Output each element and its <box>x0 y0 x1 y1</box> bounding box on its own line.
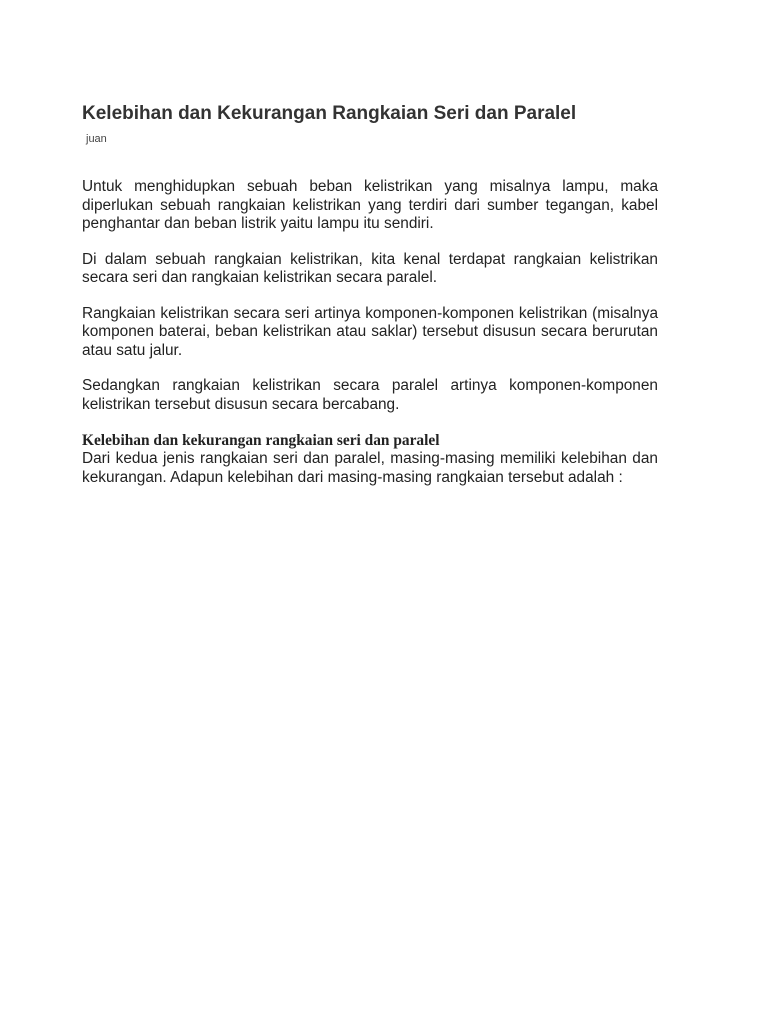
section-heading: Kelebihan dan kekurangan rangkaian seri dan paralel <box>82 432 440 449</box>
document-page <box>82 100 658 487</box>
paragraph-parallel-definition: Sedangkan rangkaian kelistrikan secara paralel artinya komponen-komponen kelistrikan tersebut disusun secara bercabang. <box>82 377 658 413</box>
paragraph-circuit-types: Di dalam sebuah rangkaian kelistrikan, kita kenal terdapat rangkaian kelistrikan secara seri dan rangkaian kelistrikan secara paralel. <box>82 250 658 286</box>
paragraph-closing: Dari kedua jenis rangkaian seri dan paralel, masing-masing memiliki kelebihan dan kekurangan. Adapun kelebihan dari masing-masing rangkaian tersebut adalah : <box>82 450 658 486</box>
paragraph-series-definition: Rangkaian kelistrikan secara seri artinya komponen-komponen kelistrikan (misalnya komponen baterai, beban kelistrikan atau saklar) tersebut disusun secara berurutan atau satu jalur. <box>82 304 658 359</box>
document-title: Kelebihan dan Kekurangan Rangkaian Seri dan Paralel <box>82 103 577 124</box>
paragraph-intro: Untuk menghidupkan sebuah beban kelistrikan yang misalnya lampu, maka diperlukan sebuah rangkaian kelistrikan yang terdiri dari sumber tegangan, kabel penghantar dan beban listrik yaitu lampu itu sendiri. <box>82 178 658 232</box>
document-body <box>82 178 658 487</box>
author-name: juan <box>86 133 107 145</box>
